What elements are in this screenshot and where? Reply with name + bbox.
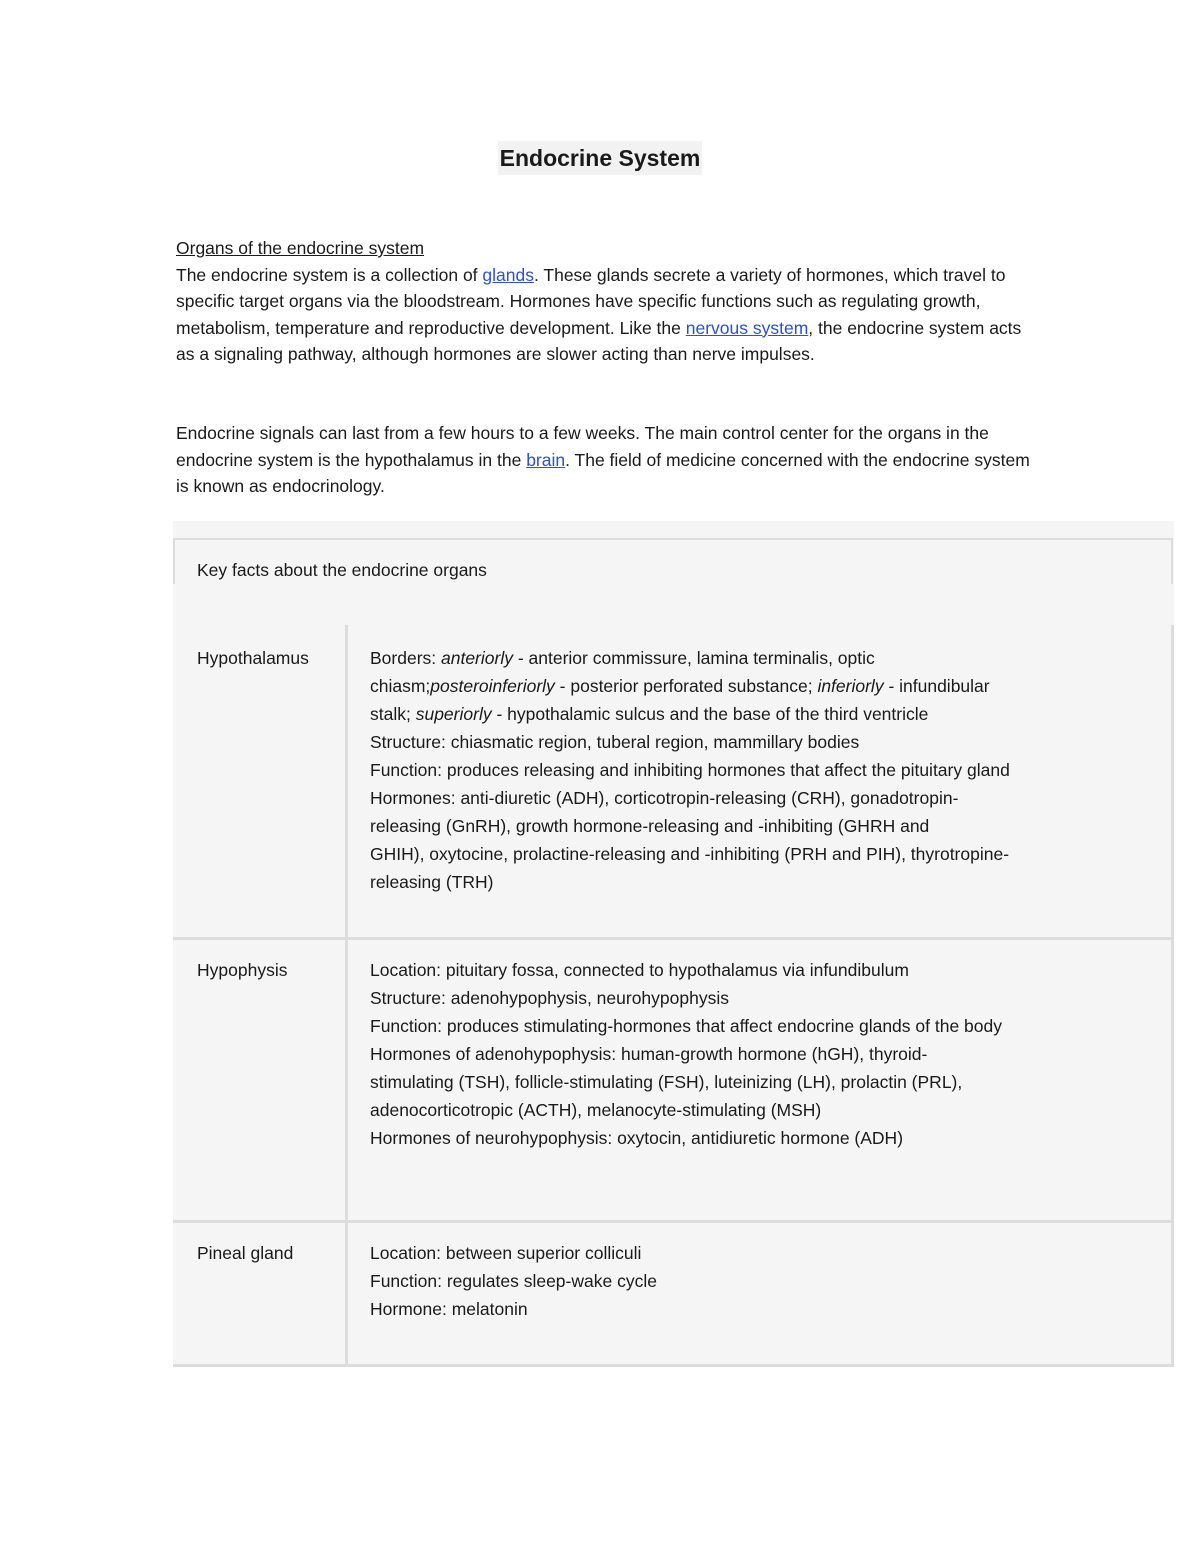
- structure-line: Structure: adenohypophysis, neurohypophysis: [370, 988, 729, 1008]
- key-facts-header: Key facts about the endocrine organs: [197, 560, 487, 580]
- location-line: Location: pituitary fossa, connected to hypothalamus via infundibulum: [370, 960, 909, 980]
- hormones-line-2: releasing (GnRH), growth hormone-releasing and -inhibiting (GHRH and: [370, 816, 930, 836]
- hormones-line-3: GHIH), oxytocine, prolactine-releasing and -inhibiting (PRH and PIH), thyrotropine-: [370, 844, 1010, 864]
- p1-text-2: . These glands secrete a variety of hormones, which travel to specific target organs via the bloodstream. Hormones have specific functions such as regulating growth, metabolism, temperature and reproductive development. Like the: [176, 264, 1006, 338]
- hormones-line-4: releasing (TRH): [370, 872, 494, 892]
- row-divider-2: [173, 1220, 1174, 1223]
- second-paragraph: [176, 420, 1036, 500]
- function-line: Function: produces releasing and inhibiting hormones that affect the pituitary gland: [370, 760, 1010, 780]
- organ-name-pineal-gland: Pineal gland: [197, 1243, 294, 1263]
- page-title: Endocrine System: [498, 141, 702, 175]
- column-divider: [345, 625, 348, 1367]
- adeno-hormones-line-3: adenocorticotropic (ACTH), melanocyte-stimulating (MSH): [370, 1100, 822, 1120]
- row-divider-3: [173, 1364, 1174, 1367]
- structure-line: Structure: chiasmatic region, tuberal region, mammillary bodies: [370, 732, 860, 752]
- p1-text-1: The endocrine system is a collection of: [176, 264, 483, 285]
- p2-text-1: Endocrine signals can last from a few hours to a few weeks. The main control center for the organs in the endocrine system is the hypothalamus in the: [176, 423, 989, 470]
- nervous-system-link[interactable]: nervous system: [685, 317, 809, 338]
- section-heading: Organs of the endocrine system: [176, 238, 425, 258]
- hormone-line: Hormone: melatonin: [370, 1299, 528, 1319]
- borders-line-1: Borders: anteriorly - anterior commissure, lamina terminalis, optic: [370, 648, 875, 668]
- neuro-hormones-line: Hormones of neurohypophysis: oxytocin, antidiuretic hormone (ADH): [370, 1128, 904, 1148]
- organ-facts-hypophysis: [370, 956, 1160, 1152]
- adeno-hormones-line-2: stimulating (TSH), follicle-stimulating (FSH), luteinizing (LH), prolactin (PRL),: [370, 1072, 963, 1092]
- borders-line-3: stalk; superiorly - hypothalamic sulcus and the base of the third ventricle: [370, 704, 929, 724]
- p2-text-2: . The field of medicine concerned with the endocrine system is known as endocrinology.: [176, 449, 1030, 496]
- adeno-hormones-line-1: Hormones of adenohypophysis: human-growth hormone (hGH), thyroid-: [370, 1044, 928, 1064]
- organ-facts-pineal-gland: [370, 1239, 1160, 1323]
- intro-paragraph: [176, 235, 1036, 368]
- function-line: Function: produces stimulating-hormones that affect endocrine glands of the body: [370, 1016, 1002, 1036]
- table-right-border: [1171, 625, 1174, 1367]
- row-divider-1: [173, 937, 1174, 940]
- organ-name-hypothalamus: Hypothalamus: [197, 648, 309, 668]
- organ-name-hypophysis: Hypophysis: [197, 960, 288, 980]
- organ-facts-hypothalamus: [370, 644, 1160, 896]
- borders-line-2: chiasm;posteroinferiorly - posterior perforated substance; inferiorly - infundibular: [370, 676, 990, 696]
- brain-link[interactable]: brain: [526, 449, 566, 470]
- hormones-line-1: Hormones: anti-diuretic (ADH), corticotropin-releasing (CRH), gonadotropin-: [370, 788, 959, 808]
- glands-link[interactable]: glands: [482, 264, 534, 285]
- p1-text-3: , the endocrine system acts as a signaling pathway, although hormones are slower acting than nerve impulses.: [176, 317, 1022, 364]
- location-line: Location: between superior colliculi: [370, 1243, 642, 1263]
- function-line: Function: regulates sleep-wake cycle: [370, 1271, 657, 1291]
